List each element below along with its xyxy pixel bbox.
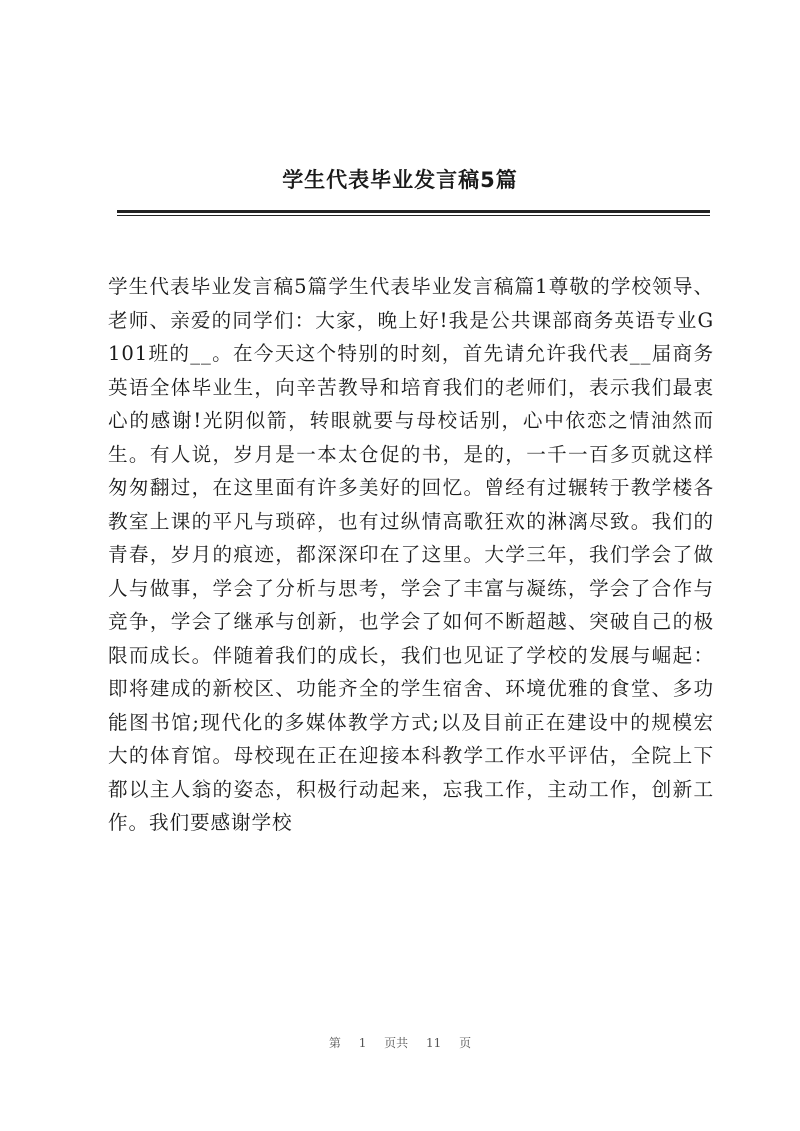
page-title: 学生代表毕业发言稿5篇 xyxy=(282,168,518,192)
title-divider xyxy=(117,210,710,213)
body-paragraph: 学生代表毕业发言稿5篇学生代表毕业发言稿篇1尊敬的学校领导、老师、亲爱的同学们：大家，晚上好!我是公共课部商务英语专业G101班的__。在今天这个特别的时刻，首先请允许我代表__届商务英语全体毕业生，向辛苦教导和培育我们的老师们，表示我们最衷心的感谢!光阴似箭，转眼就要与母校话别，心中依恋之情油然而生。有人说，岁月是一本太仓促的书，是的，一千一百多页就这样匆匆翻过，在这里面有许多美好的回忆。曾经有过辗转于教学楼各教室上课的平凡与琐碎，也有过纵情高歌狂欢的淋漓尽致。我们的青春，岁月的痕迹，都深深印在了这里。大学三年，我们学会了做人与做事，学会了分析与思考，学会了丰富与凝练，学会了合作与竞争，学会了继承与创新，也学会了如何不断超越、突破自己的极限而成长。伴随着我们的成长，我们也见证了学校的发展与崛起：即将建成的新校区、功能齐全的学生宿舍、环境优雅的食堂、多功能图书馆;现代化的多媒体教学方式;以及目前正在建设中的规模宏大的体育馆。母校现在正在迎接本科教学工作水平评估，全院上下都以主人翁的姿态，积极行动起来，忘我工作，主动工作，创新工作。我们要感谢学校 xyxy=(108,275,714,834)
footer-current-page: 1 xyxy=(358,1036,367,1050)
footer-total-pages: 11 xyxy=(426,1036,442,1050)
footer-suffix: 页 xyxy=(459,1036,472,1050)
page-footer xyxy=(0,1034,800,1051)
title-divider-thin xyxy=(117,215,710,216)
footer-middle: 页共 xyxy=(384,1036,409,1050)
footer-prefix: 第 xyxy=(328,1036,341,1050)
